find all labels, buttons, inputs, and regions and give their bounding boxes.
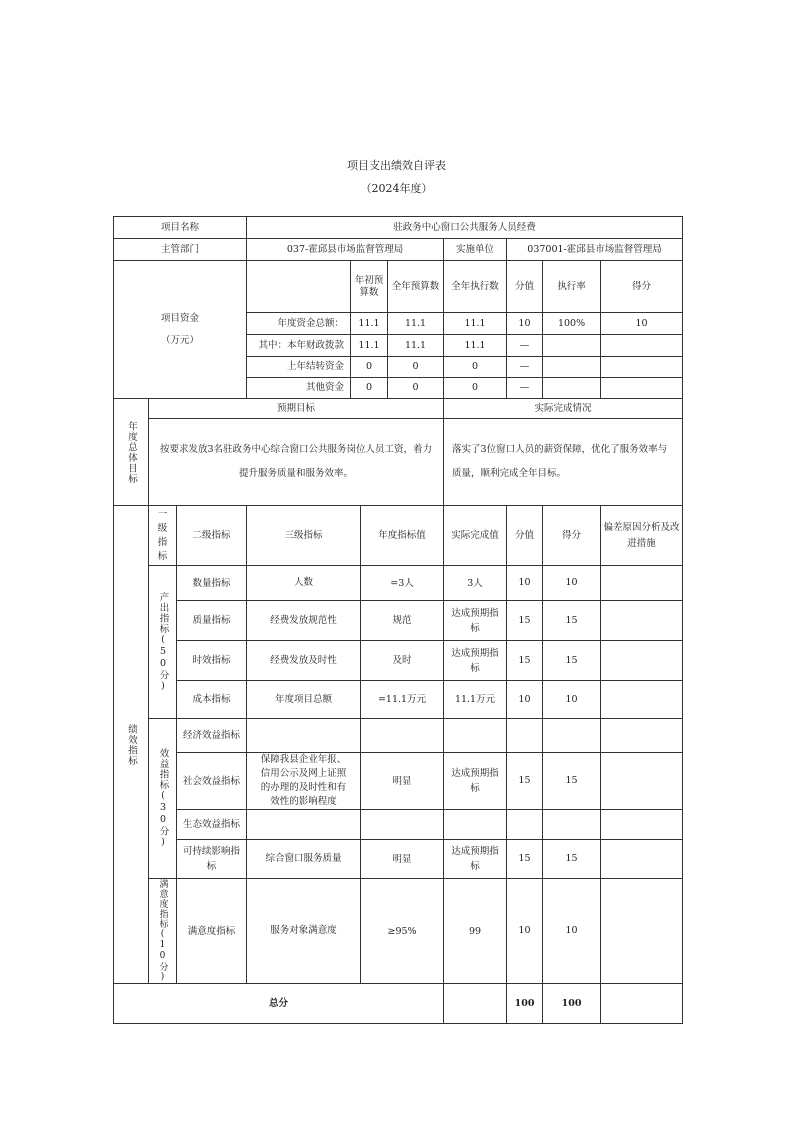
perf-value: 10: [507, 681, 543, 719]
perf-l2: 时效指标: [177, 641, 247, 681]
perf-note: [601, 840, 683, 879]
perf-score: [543, 810, 601, 840]
perf-actual: 99: [444, 879, 507, 984]
funds-score-value: —: [507, 335, 543, 357]
impl-value: 037001-霍邱县市场监督管理局: [507, 239, 683, 261]
funds-header-rate: 执行率: [543, 261, 601, 313]
perf-value: 15: [507, 641, 543, 681]
funds-row-label: 上年结转资金: [247, 357, 351, 378]
perf-header-value: 分值: [507, 506, 543, 566]
perf-header-l1: 一级指标: [149, 506, 177, 566]
perf-header-l3: 三级指标: [247, 506, 361, 566]
perf-score: 15: [543, 753, 601, 810]
perf-actual: 达成预期指标: [444, 641, 507, 681]
goals-expected: 按要求发放3名驻政务中心综合窗口公共服务岗位人员工资，着力提升服务质量和服务效率。: [149, 419, 444, 506]
perf-note: [601, 879, 683, 984]
perf-actual: 达成预期指标: [444, 840, 507, 879]
funds-header-init: 年初预算数: [351, 261, 388, 313]
perf-l2: 满意度指标: [177, 879, 247, 984]
total-blank: [444, 984, 507, 1024]
perf-target: 明显: [361, 753, 444, 810]
funds-row-label: 其他资金: [247, 378, 351, 399]
funds-full: 0: [388, 378, 444, 399]
perf-row: [114, 753, 683, 810]
perf-l3: 人数: [247, 566, 361, 601]
form-subtitle: （2024年度）: [360, 182, 433, 195]
funds-exec: 11.1: [444, 313, 507, 335]
funds-row-label: 其中：本年财政拨款: [247, 335, 351, 357]
perf-group-label: 满意度指标(10分): [149, 879, 177, 984]
perf-target: [361, 810, 444, 840]
perf-target: 及时: [361, 641, 444, 681]
perf-actual: [444, 719, 507, 753]
perf-note: [601, 566, 683, 601]
perf-l3: 保障我县企业年报、信用公示及网上证照的办理的及时性和有效性的影响程度: [247, 753, 361, 810]
perf-row: [114, 810, 683, 840]
funds-header-exec: 全年执行数: [444, 261, 507, 313]
perf-value: 15: [507, 840, 543, 879]
perf-actual: 11.1万元: [444, 681, 507, 719]
funds-label: [114, 261, 247, 399]
perf-score: 10: [543, 566, 601, 601]
funds-full: 11.1: [388, 335, 444, 357]
goals-header-row: [114, 399, 683, 419]
funds-header-row: [114, 261, 683, 313]
perf-l2: 质量指标: [177, 601, 247, 641]
impl-label: 实施单位: [444, 239, 507, 261]
perf-header-target: 年度指标值: [361, 506, 444, 566]
perf-l2: 生态效益指标: [177, 810, 247, 840]
perf-l3: [247, 810, 361, 840]
perf-value: [507, 719, 543, 753]
perf-target: =3人: [361, 566, 444, 601]
perf-target: 规范: [361, 601, 444, 641]
perf-note: [601, 719, 683, 753]
perf-target: ≥95%: [361, 879, 444, 984]
funds-init: 0: [351, 378, 388, 399]
funds-init: 0: [351, 357, 388, 378]
funds-blank-header: [247, 261, 351, 313]
perf-header-note: 偏差原因分析及改进措施: [601, 506, 683, 566]
funds-header-value: 分值: [507, 261, 543, 313]
perf-l3: 综合窗口服务质量: [247, 840, 361, 879]
dept-label: 主管部门: [114, 239, 247, 261]
perf-score: 15: [543, 641, 601, 681]
perf-l3: 经费发放规范性: [247, 601, 361, 641]
perf-group-label: 效益指标(30分): [149, 719, 177, 879]
perf-header-l2: 二级指标: [177, 506, 247, 566]
funds-score-value: 10: [507, 313, 543, 335]
goals-label: 年度总体目标: [114, 399, 149, 506]
perf-actual: 3人: [444, 566, 507, 601]
funds-score-value: —: [507, 378, 543, 399]
goals-content-row: [114, 419, 683, 506]
funds-score: [601, 378, 683, 399]
perf-value: 10: [507, 566, 543, 601]
total-label: 总分: [114, 984, 444, 1024]
funds-full: 11.1: [388, 313, 444, 335]
funds-header-score: 得分: [601, 261, 683, 313]
perf-score: 10: [543, 879, 601, 984]
perf-value: 15: [507, 753, 543, 810]
total-value: 100: [507, 984, 543, 1024]
funds-exec: 0: [444, 378, 507, 399]
perf-l2: 成本指标: [177, 681, 247, 719]
perf-score: 15: [543, 601, 601, 641]
perf-score: [543, 719, 601, 753]
perf-l2: 可持续影响指标: [177, 840, 247, 879]
perf-row: [114, 840, 683, 879]
self-evaluation-table: [113, 216, 683, 1024]
perf-header-row: [114, 506, 683, 566]
perf-l3: 经费发放及时性: [247, 641, 361, 681]
perf-actual: 达成预期指标: [444, 601, 507, 641]
perf-note: [601, 601, 683, 641]
perf-value: [507, 810, 543, 840]
dept-value: 037-霍邱县市场监督管理局: [247, 239, 444, 261]
funds-score: 10: [601, 313, 683, 335]
funds-rate: [543, 378, 601, 399]
perf-row: [114, 601, 683, 641]
total-score: 100: [543, 984, 601, 1024]
perf-note: [601, 753, 683, 810]
perf-target: 明显: [361, 840, 444, 879]
project-name-label: 项目名称: [114, 217, 247, 239]
perf-l2: 经济效益指标: [177, 719, 247, 753]
perf-actual: 达成预期指标: [444, 753, 507, 810]
funds-rate: [543, 335, 601, 357]
perf-row: [114, 719, 683, 753]
perf-l2: 社会效益指标: [177, 753, 247, 810]
project-name-value: 驻政务中心窗口公共服务人员经费: [247, 217, 683, 239]
funds-score: [601, 357, 683, 378]
funds-full: 0: [388, 357, 444, 378]
perf-row: [114, 641, 683, 681]
perf-l3: [247, 719, 361, 753]
perf-value: 15: [507, 601, 543, 641]
perf-label: 绩效指标: [114, 506, 149, 984]
perf-l2: 数量指标: [177, 566, 247, 601]
funds-score: [601, 335, 683, 357]
goals-expected-label: 预期目标: [149, 399, 444, 419]
perf-note: [601, 681, 683, 719]
funds-rate: 100%: [543, 313, 601, 335]
perf-actual: [444, 810, 507, 840]
funds-score-value: —: [507, 357, 543, 378]
funds-unit-text: （万元）: [161, 334, 200, 346]
goals-actual-label: 实际完成情况: [444, 399, 683, 419]
total-row: [114, 984, 683, 1024]
perf-value: 10: [507, 879, 543, 984]
perf-row: [114, 879, 683, 984]
perf-header-actual: 实际完成值: [444, 506, 507, 566]
perf-l3: 年度项目总额: [247, 681, 361, 719]
perf-group-label: 产出指标(50分): [149, 566, 177, 719]
dept-row: [114, 239, 683, 261]
funds-rate: [543, 357, 601, 378]
perf-row: [114, 681, 683, 719]
total-note: [601, 984, 683, 1024]
perf-row: [114, 566, 683, 601]
project-name-row: [114, 217, 683, 239]
funds-init: 11.1: [351, 313, 388, 335]
perf-score: 10: [543, 681, 601, 719]
funds-row-label: 年度资金总额：: [247, 313, 351, 335]
perf-note: [601, 810, 683, 840]
perf-target: [361, 719, 444, 753]
perf-target: =11.1万元: [361, 681, 444, 719]
funds-exec: 11.1: [444, 335, 507, 357]
funds-init: 11.1: [351, 335, 388, 357]
form-title: 项目支出绩效自评表: [347, 159, 446, 172]
perf-l3: 服务对象满意度: [247, 879, 361, 984]
funds-label-text: 项目资金: [161, 312, 200, 324]
funds-header-full: 全年预算数: [388, 261, 444, 313]
perf-score: 15: [543, 840, 601, 879]
perf-header-score: 得分: [543, 506, 601, 566]
funds-exec: 0: [444, 357, 507, 378]
goals-actual: 落实了3位窗口人员的薪资保障，优化了服务效率与质量，顺利完成全年目标。: [444, 419, 683, 506]
perf-note: [601, 641, 683, 681]
